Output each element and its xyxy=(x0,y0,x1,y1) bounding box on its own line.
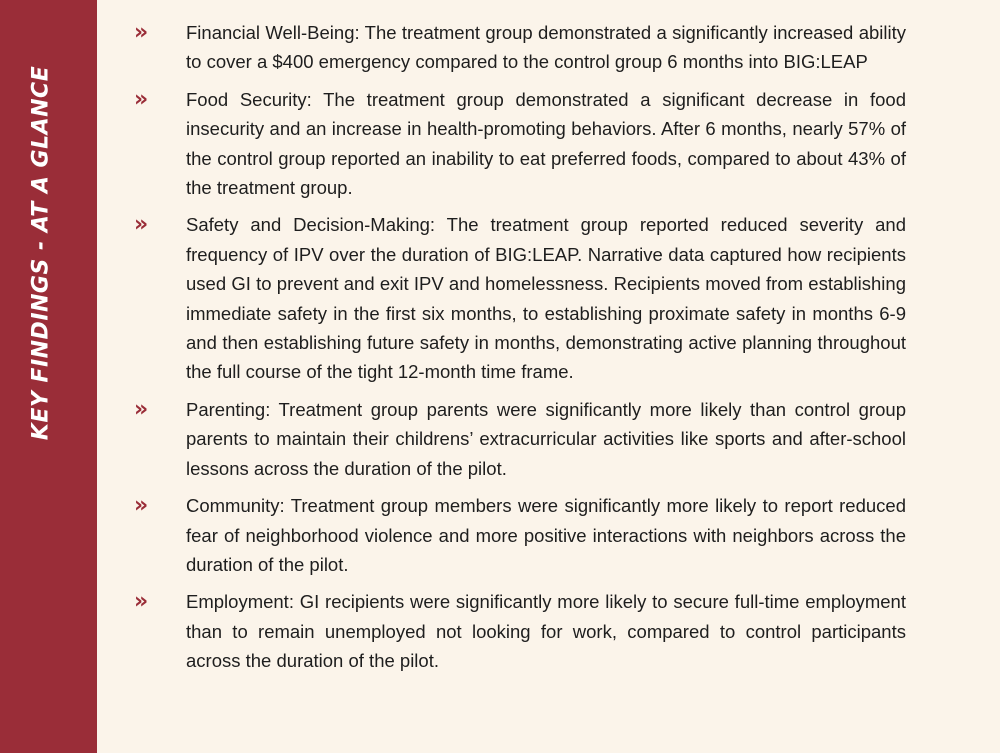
double-chevron-right-icon: » xyxy=(134,589,149,615)
double-chevron-right-icon: » xyxy=(134,86,149,112)
finding-text: Community: Treatment group members were significantly more likely to report reduced fear of neighborhood violence and more positive interactions with neighbors across the duration of the pilot. xyxy=(186,495,906,575)
finding-parenting xyxy=(134,395,906,483)
finding-text: Safety and Decision-Making: The treatment group reported reduced severity and frequency of IPV over the duration of BIG:LEAP. Narrative data captured how recipients used GI to prevent and exit IPV and homelessness. Recipients moved from establishing immediate safety in the first six months, to establishing proximate safety in months 6-9 and then establishing future safety in months, demonstrating active planning throughout the full course of the tight 12-month time frame. xyxy=(186,214,906,383)
finding-text: Employment: GI recipients were significantly more likely to secure full-time employment than to remain unemployed not looking for work, compared to control participants across the duration of the pilot. xyxy=(186,591,906,672)
finding-community xyxy=(134,491,906,579)
finding-financial-well-being xyxy=(134,18,906,77)
finding-text: Food Security: The treatment group demonstrated a significant decrease in food insecurity and an increase in health-promoting behaviors. After 6 months, nearly 57% of the control group reported an inability to eat preferred foods, compared to about 43% of the treatment group. xyxy=(186,88,906,199)
double-chevron-right-icon: » xyxy=(134,493,149,519)
double-chevron-right-icon: » xyxy=(134,212,149,238)
sidebar xyxy=(0,0,97,753)
finding-food-security xyxy=(134,85,906,203)
finding-employment xyxy=(134,587,906,675)
double-chevron-right-icon: » xyxy=(134,20,149,45)
finding-text: Parenting: Treatment group parents were significantly more likely than control group parents to maintain their childrens’ extracurricular activities like sports and after-school lessons across the duration of the pilot. xyxy=(186,398,906,479)
finding-safety-decision-making xyxy=(134,210,906,386)
sidebar-title: KEY FINDINGS - AT A GLANCE xyxy=(28,65,54,441)
findings-list xyxy=(134,18,906,684)
finding-text: Financial Well-Being: The treatment group demonstrated a significantly increased ability to cover a $400 emergency compared to the control group 6 months into BIG:LEAP xyxy=(186,22,906,73)
double-chevron-right-icon: » xyxy=(134,396,149,422)
